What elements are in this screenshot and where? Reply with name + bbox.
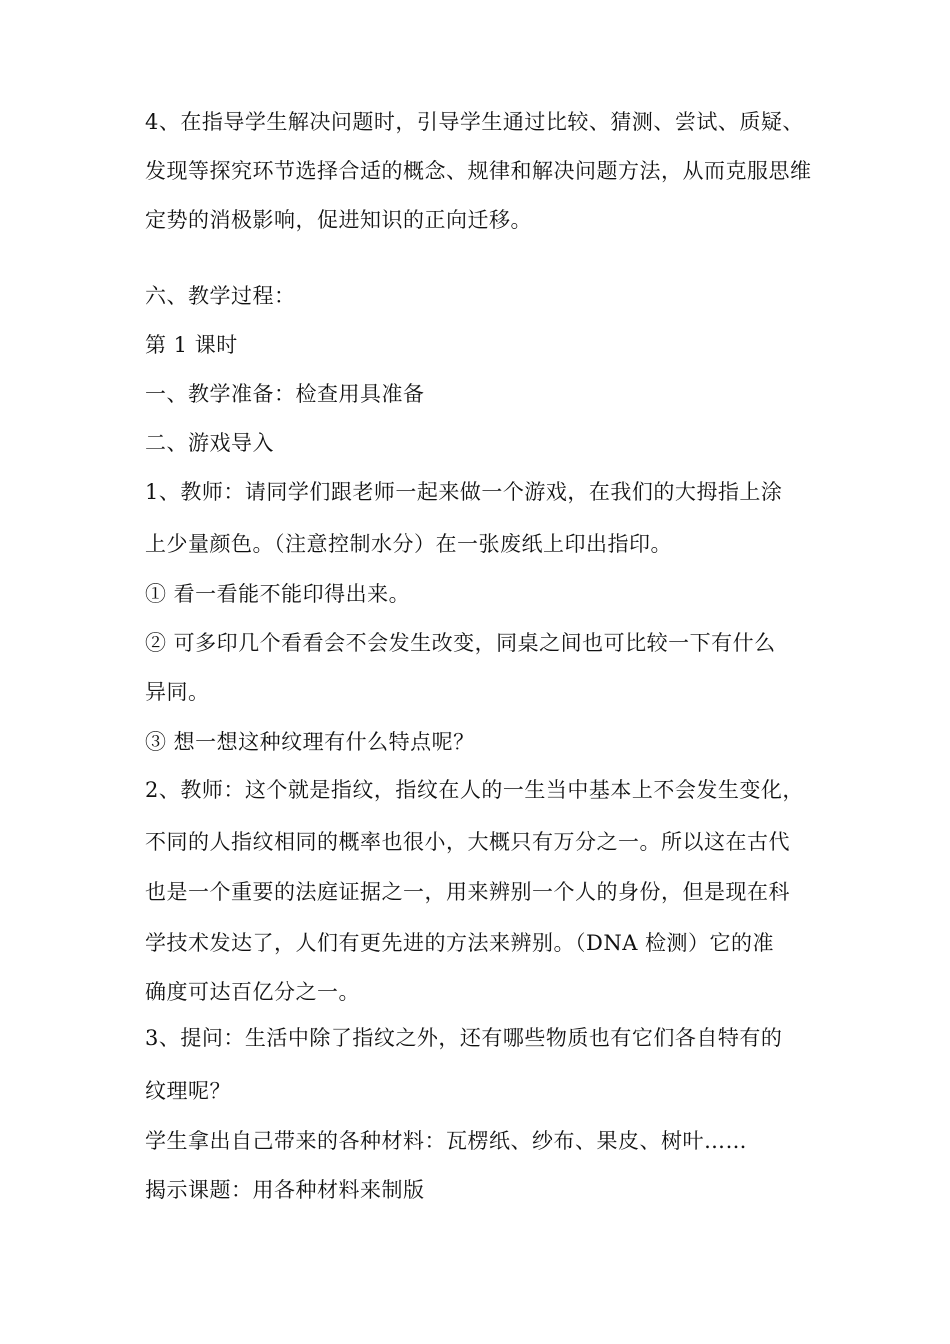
item-1-line-1: 1、教师：请同学们跟老师一起来做一个游戏，在我们的大拇指上涂 — [145, 480, 783, 504]
item-3-line-1: 3、提问：生活中除了指纹之外，还有哪些物质也有它们各自特有的 — [145, 1026, 783, 1050]
lesson-heading: 第 1 课时 — [145, 333, 238, 357]
paragraph-4-line-2: 发现等探究环节选择合适的概念、规律和解决问题方法，从而克服思维 — [145, 159, 812, 183]
item-2-line-2: 不同的人指纹相同的概率也很小，大概只有万分之一。所以这在古代 — [145, 830, 790, 854]
section-heading-teaching-process: 六、教学过程： — [145, 284, 296, 308]
sub-item-2-line-2: 异同。 — [145, 680, 210, 704]
item-1-line-2: 上少量颜色。（注意控制水分）在一张废纸上印出指印。 — [145, 532, 672, 556]
item-2-line-1: 2、教师：这个就是指纹，指纹在人的一生当中基本上不会发生变化， — [145, 778, 804, 802]
item-3-line-2: 纹理呢？ — [145, 1079, 231, 1103]
materials-line: 学生拿出自己带来的各种材料：瓦楞纸、纱布、果皮、树叶…… — [145, 1129, 747, 1153]
item-2-line-4: 学技术发达了，人们有更先进的方法来辨别。（DNA 检测）它的准 — [145, 931, 775, 955]
sub-item-2-line-1: ② 可多印几个看看会不会发生改变，同桌之间也可比较一下有什么 — [145, 631, 776, 655]
item-2-line-5: 确度可达百亿分之一。 — [145, 980, 360, 1004]
game-intro-heading: 二、游戏导入 — [145, 431, 274, 455]
paragraph-4-line-3: 定势的消极影响，促进知识的正向迁移。 — [145, 208, 532, 232]
topic-line: 揭示课题：用各种材料来制版 — [145, 1178, 425, 1202]
paragraph-4-line-1: 4、在指导学生解决问题时，引导学生通过比较、猜测、尝试、质疑、 — [145, 110, 804, 134]
sub-item-3: ③ 想一想这种纹理有什么特点呢？ — [145, 730, 475, 754]
item-2-line-3: 也是一个重要的法庭证据之一，用来辨别一个人的身份，但是现在科 — [145, 880, 790, 904]
sub-item-1: ① 看一看能不能印得出来。 — [145, 582, 411, 606]
preparation-line: 一、教学准备：检查用具准备 — [145, 382, 425, 406]
